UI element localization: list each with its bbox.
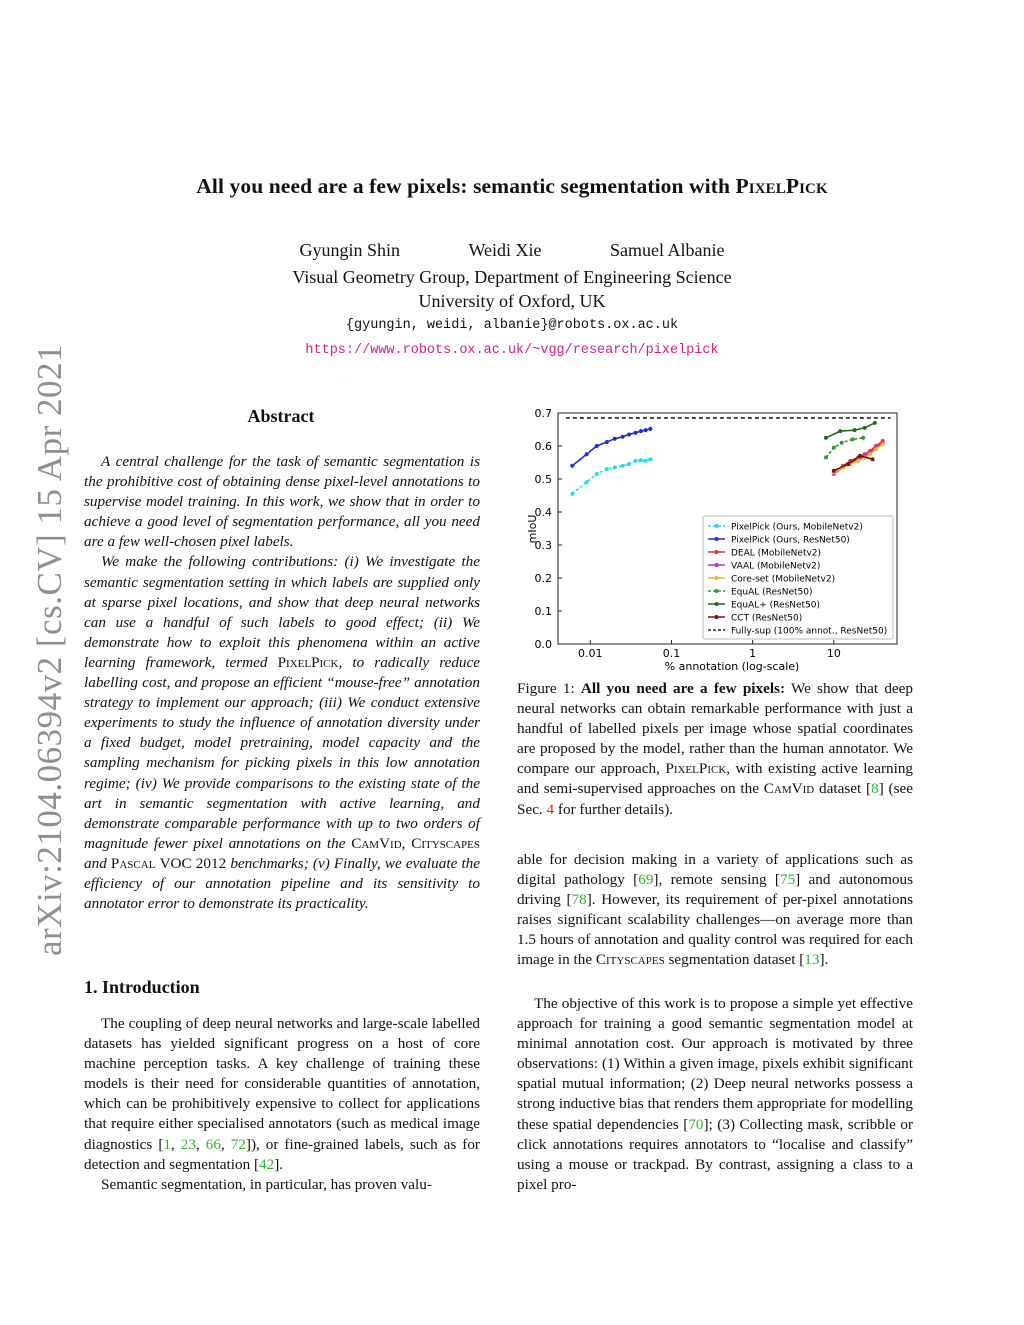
data-point: [853, 428, 857, 432]
x-axis-label: % annotation (log-scale): [664, 660, 800, 673]
abstract-paragraph: [84, 552, 480, 914]
author-name: Weidi Xie: [468, 240, 542, 260]
text-run: ]; (3) Collecting mask, scribble or click annotations requires annotators to “localise and classify” using a mouse or trackpad. By contrast, assigning a class to a pixel pro-: [517, 1115, 913, 1193]
text-run: , with existing active learning and semi-supervised approaches on the: [517, 760, 914, 798]
dataset-name: Cityscapes: [595, 951, 665, 969]
figure-caption: [517, 679, 913, 820]
text-run: ]), or fine-grained labels, such as for detection and segmentation [: [84, 1135, 480, 1173]
data-point: [627, 432, 631, 436]
intro-paragraph: The coupling of deep neural networks and large-scale labelled datasets has yielded significant progress on a host of core machine perception tasks. A key challenge of training these models is their need for considerable quantities of annotation, which can be prohibitively expensive to collect for applications that require either specialised annotators (such as medical image diagnostics [1, 23, 66, 72]), or fine-grained labels, such as for detection and segmentation [42].: [84, 1015, 480, 1173]
data-point: [648, 457, 652, 461]
series-line: [826, 438, 863, 458]
data-point: [585, 480, 589, 484]
dataset-name: CamVid: [351, 834, 402, 852]
legend-label: Fully-sup (100% annot., ResNet50): [731, 626, 888, 637]
legend-marker: [715, 589, 719, 593]
citation-link[interactable]: 70: [688, 1115, 704, 1133]
affiliation-line: University of Oxford, UK: [418, 291, 606, 311]
x-tick-label: 10: [826, 647, 841, 660]
y-tick-label: 0.0: [534, 638, 552, 651]
citation-link[interactable]: 72: [230, 1135, 246, 1153]
data-point: [627, 462, 631, 466]
data-point: [585, 452, 589, 456]
citation-link[interactable]: 23: [180, 1135, 196, 1153]
legend-label: EquAL (ResNet50): [731, 587, 813, 598]
data-point: [570, 464, 574, 468]
body-paragraph: [517, 994, 913, 1195]
text-run: The objective of this work is to propose a simple yet effective approach for training a good semantic segmentation model at minimal annotation cost. Our approach is motivated by three observations: (1) Within a given image, pixels exhibit significant spatial mutual information; (2) Deep neural networks possess a strong inductive bias that renders them appropriate for modelling these spatial dependencies [: [517, 995, 913, 1133]
text-run: , to radically reduce labelling cost, and propose an efficient “mouse-free” annotation strategy to implement our approach; (iii) We conduct extensive experiments to study the influence of annotation diversity under a fixed budget, model pretraining, model capacity and the sampling mechanism for picking pixels in this low annotation regime; (iv) We provide comparisons to the existing state of the art in semantic segmentation with active learning, and demonstrate comparable performance with up to two orders of magnitude fewer pixel annotations on the: [84, 653, 480, 852]
legend-marker: [715, 576, 719, 580]
figure-1-chart: [510, 400, 900, 674]
legend-marker: [715, 550, 719, 554]
legend-marker: [715, 563, 719, 567]
text-run: dataset [: [819, 780, 872, 798]
y-tick-label: 0.7: [534, 407, 552, 420]
citation-link[interactable]: 1: [163, 1135, 171, 1153]
intro-paragraph: Semantic segmentation, in particular, has proven valu-: [101, 1175, 432, 1193]
title-prefix: All you need are a few pixels: semantic segmentation with: [196, 174, 731, 198]
data-point: [570, 492, 574, 496]
intro-heading: 1. Introduction: [84, 977, 200, 997]
text-run: ].: [819, 951, 829, 969]
text-run: ,: [401, 834, 406, 852]
legend-label: PixelPick (Ours, MobileNetv2): [731, 522, 863, 533]
author-emails: {gyungin, weidi, albanie}@robots.ox.ac.uk: [345, 318, 679, 333]
dataset-name: CamVid: [763, 780, 815, 798]
data-point: [633, 459, 637, 463]
legend-label: EquAL+ (ResNet50): [731, 600, 821, 611]
citation-link[interactable]: 69: [638, 871, 654, 889]
data-point: [605, 440, 609, 444]
data-point: [871, 457, 875, 461]
data-point: [846, 462, 850, 466]
data-point: [648, 427, 652, 431]
method-name: PixelPick: [665, 760, 727, 778]
text-run: ]. However, its requirement of per-pixel annotations raises significant scalability challenges—on average more than 1.5 hours of annotation and quality control was required for each image in the: [517, 891, 913, 969]
project-url[interactable]: https://www.robots.ox.ac.uk/~vgg/research/pixelpick: [305, 343, 719, 358]
data-point: [633, 431, 637, 435]
data-point: [873, 421, 877, 425]
y-tick-label: 0.6: [534, 440, 552, 453]
right-paragraph: [517, 850, 913, 971]
citation-link[interactable]: 42: [259, 1155, 275, 1173]
citation-link[interactable]: 75: [779, 871, 796, 889]
legend-marker: [715, 537, 719, 541]
text-run: for further details).: [557, 800, 674, 818]
text-run: The coupling of deep neural networks and large-scale labelled datasets has yielded significant progress on a host of core machine perception tasks. A key challenge of training these models is their need for considerable quantities of annotation, which can be prohibitively expensive to collect for applications that require either specialised annotators (such as medical image diagnostics [: [84, 1015, 480, 1153]
text-run: and: [84, 854, 107, 872]
author-name: Gyungin Shin: [299, 240, 400, 260]
data-point: [644, 459, 648, 463]
x-tick-label: 1: [749, 647, 757, 660]
y-tick-label: 0.5: [534, 473, 552, 486]
text-run: We show that deep neural networks can obtain remarkable performance with just a handful of labelled pixels per image whose spatial coordinates are proposed by the model, rather than the human annotator. We compare our approach,: [517, 680, 913, 778]
text-run: segmentation dataset [: [668, 951, 805, 969]
dataset-name: Cityscapes: [411, 834, 481, 852]
text-run: able for decision making in a variety of applications such as digital pathology [: [517, 851, 913, 889]
abstract-heading: Abstract: [247, 406, 315, 426]
arxiv-id: arXiv:2104.06394v2 [cs.CV] 15 Apr 2021: [30, 343, 69, 957]
citation-link[interactable]: 78: [571, 891, 587, 909]
legend-label: CCT (ResNet50): [731, 613, 803, 624]
y-tick-label: 0.1: [534, 605, 552, 618]
data-point: [595, 472, 599, 476]
y-tick-label: 0.4: [534, 506, 552, 519]
legend-label: DEAL (MobileNetv2): [731, 548, 822, 559]
data-point: [838, 429, 842, 433]
data-point: [595, 444, 599, 448]
method-name: PixelPick: [277, 653, 339, 671]
text-run: ].: [274, 1155, 284, 1173]
data-point: [824, 456, 828, 460]
data-point: [861, 436, 865, 440]
author-list: [0, 240, 1024, 261]
dataset-name: Pascal: [110, 854, 156, 872]
abstract-paragraph: A central challenge for the task of semantic segmentation is the prohibitive cost of obtaining dense pixel-level annotations to supervise model training. In this work, we show that in order to achieve a good level of segmentation performance, all you need are a few well-chosen pixel labels.: [84, 453, 480, 551]
legend-label: PixelPick (Ours, ResNet50): [731, 535, 850, 546]
data-point: [621, 464, 625, 468]
data-point: [832, 446, 836, 450]
x-tick-label: 0.01: [578, 647, 603, 660]
body-paragraph: [517, 850, 913, 971]
y-tick-label: 0.2: [534, 572, 552, 585]
right-paragraph: [517, 994, 913, 1195]
text-run: We make the following contributions: (i) We investigate the semantic segmentation setting in which labels are supplied only at sparse pixel locations, and show that deep neural networks can use a handful of such labels to good effect; (ii) We demonstrate how to exploit this phenomena within an active learning framework, termed: [84, 553, 480, 671]
caption-label: Figure 1:: [517, 680, 575, 697]
data-point: [881, 442, 885, 446]
data-point: [858, 454, 862, 458]
section-link[interactable]: 4: [546, 800, 555, 818]
text-run: ] and autonomous driving [: [517, 871, 914, 909]
intro-body: [84, 1014, 480, 1195]
legend-label: VAAL (MobileNetv2): [731, 561, 821, 572]
author-name: Samuel Albanie: [610, 240, 725, 260]
data-point: [613, 437, 617, 441]
series-line: [826, 423, 875, 438]
legend-label: Core-set (MobileNetv2): [731, 574, 836, 585]
x-tick-label: 0.1: [662, 647, 681, 660]
text-run: ], remote sensing [: [653, 871, 780, 889]
data-point: [824, 436, 828, 440]
data-point: [621, 435, 625, 439]
data-point: [874, 447, 878, 451]
data-point: [840, 441, 844, 445]
data-point: [605, 467, 609, 471]
legend-marker: [715, 615, 719, 619]
data-point: [863, 426, 867, 430]
data-point: [644, 428, 648, 432]
legend-marker: [715, 602, 719, 606]
data-point: [832, 469, 836, 473]
series-line: [572, 459, 650, 494]
legend-marker: [715, 524, 719, 528]
text-run: benchmarks; (v) Finally, we evaluate the efficiency of our annotation pipeline and its sensitivity to annotator error to demonstrate its practicality.: [84, 854, 480, 913]
paper-title: [0, 174, 1024, 199]
affiliation-line: Visual Geometry Group, Department of Engineering Science: [292, 267, 732, 287]
caption-bold: All you need are a few pixels:: [580, 680, 786, 697]
data-point: [639, 458, 643, 462]
data-point: [851, 437, 855, 441]
citation-link[interactable]: 13: [804, 951, 820, 969]
data-point: [639, 429, 643, 433]
title-method: PixelPick: [735, 174, 828, 198]
data-point: [868, 452, 872, 456]
citation-link[interactable]: 66: [205, 1135, 221, 1153]
y-axis-label: mIoU: [526, 514, 539, 544]
abstract-body: [84, 452, 480, 914]
data-point: [613, 465, 617, 469]
dataset-name: VOC 2012: [159, 854, 227, 872]
text-run: ] (see Sec.: [517, 780, 914, 818]
y-tick-label: 0.3: [534, 539, 552, 552]
citation-link[interactable]: 8: [871, 780, 879, 798]
data-point: [856, 459, 860, 463]
